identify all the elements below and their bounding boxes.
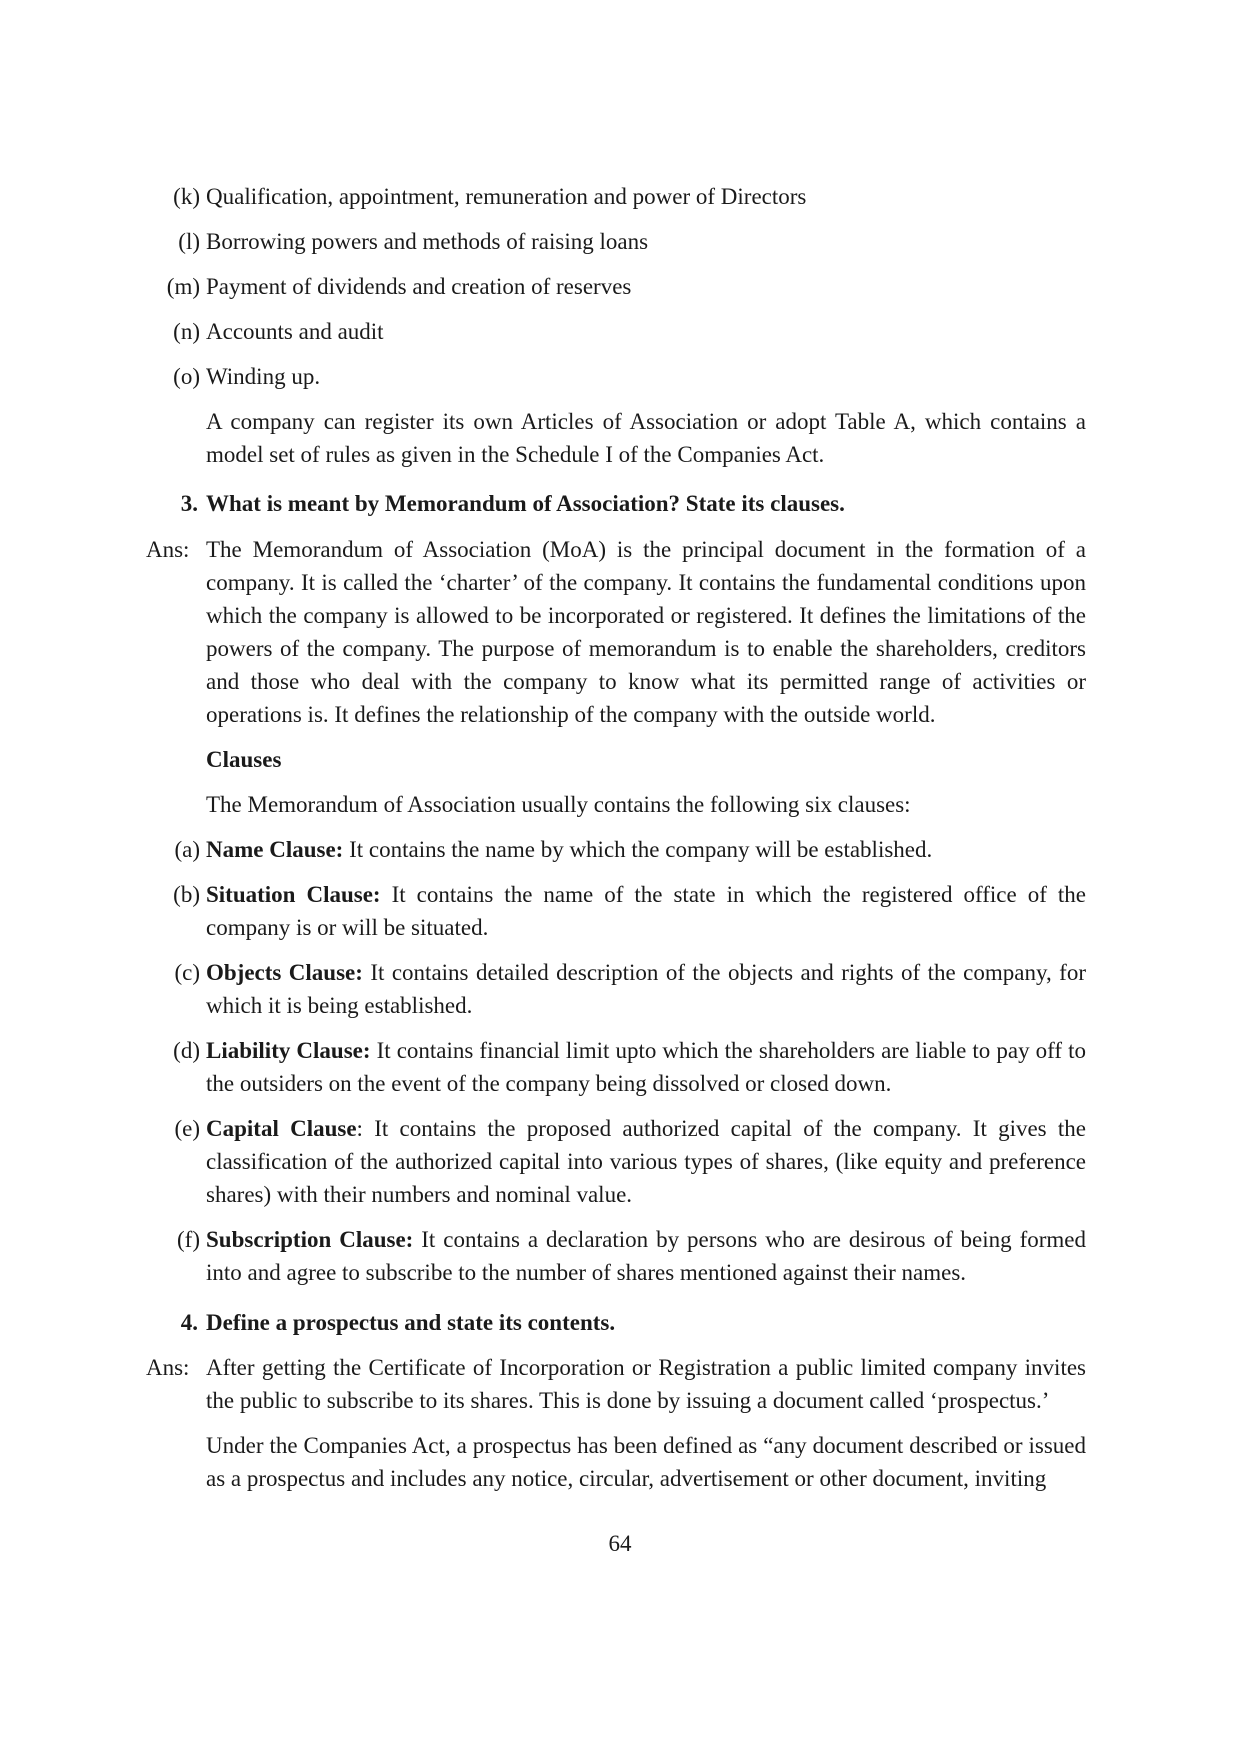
clause-text: : It contains the proposed authorized capital of the company. It gives the classification of the authorized capital into various types of shares, (like equity and preference shares) with their numbers and nominal value. [206,1116,1086,1207]
question-4 [180,1306,1086,1339]
answer-text: The Memorandum of Association (MoA) is the principal document in the formation of a company. It is called the ‘charter’ of the company. It contains the fundamental conditions upon which the company is allowed to be incorporated or registered. It defines the limitations of the powers of the company. The purpose of memorandum is to enable the shareholders, creditors and those who deal with the company to know what its permitted range of activities or operations is. It defines the relationship of the company with the outside world. [206,537,1086,727]
clause-marker: (b) [173,882,200,907]
list-item [166,270,1086,303]
clause-term: Liability Clause: [206,1038,371,1063]
clause-item [174,956,1086,1022]
list-item [178,225,1086,258]
list-item [173,360,1086,393]
list-marker: (k) [173,184,200,209]
question-3 [180,487,1086,520]
list-text: Accounts and audit [206,319,384,344]
question-number: 4. [180,1310,198,1335]
clause-item [173,878,1086,944]
answer-text: After getting the Certificate of Incorporation or Registration a public limited company invites the public to subscribe to its shares. This is done by issuing a document called ‘prospectus.’ [206,1355,1086,1413]
clauses-intro: The Memorandum of Association usually contains the following six clauses: [206,792,911,817]
question-text: Define a prospectus and state its contents. [206,1310,616,1335]
list-item [173,180,1086,213]
question-number: 3. [180,491,198,516]
clause-item [173,1034,1086,1100]
clause-marker: (c) [174,960,200,985]
clause-term: Objects Clause: [206,960,363,985]
list-text: Payment of dividends and creation of reserves [206,274,632,299]
list-marker: (n) [173,319,200,344]
list-marker: (m) [166,274,200,299]
clause-text: It contains a declaration by persons who are desirous of being formed into and agree to subscribe to the number of shares mentioned against their names. [206,1227,1087,1285]
clause-marker: (e) [174,1116,200,1141]
list-marker: (o) [173,364,200,389]
list-text: Winding up. [206,364,321,389]
clause-item [177,1223,1087,1289]
clause-term: Name Clause: [206,837,344,862]
question-text: What is meant by Memorandum of Association? State its clauses. [206,491,845,516]
page-number: 64 [608,1531,632,1556]
articles-note: A company can register its own Articles of Association or adopt Table A, which contains a model set of rules as given in the Schedule I of the Companies Act. [206,409,1086,467]
clause-text: It contains financial limit upto which the shareholders are liable to pay off to the outsiders on the event of the company being dissolved or closed down. [206,1038,1086,1096]
answer-text-continued: Under the Companies Act, a prospectus has been defined as “any document described or issued as a prospectus and includes any notice, circular, advertisement or other document, inviting [206,1433,1086,1491]
clause-term: Capital Clause [206,1116,357,1141]
clause-text: It contains the name of the state in which the registered office of the company is or will be situated. [206,882,1086,940]
clause-marker: (f) [177,1227,200,1252]
answer-label: Ans: [146,537,190,562]
clause-text: It contains detailed description of the objects and rights of the company, for which it is being established. [206,960,1086,1018]
clause-item [174,833,1086,866]
clauses-heading: Clauses [206,747,282,772]
clause-term: Situation Clause: [206,882,381,907]
clause-term: Subscription Clause: [206,1227,414,1252]
clause-marker: (a) [174,837,200,862]
list-text: Qualification, appointment, remuneration and power of Directors [206,184,807,209]
list-marker: (l) [178,229,200,254]
answer-label: Ans: [146,1355,190,1380]
list-text: Borrowing powers and methods of raising loans [206,229,649,254]
clause-marker: (d) [173,1038,200,1063]
clause-text: It contains the name by which the company will be established. [343,837,933,862]
clause-item [174,1112,1086,1211]
list-item [173,315,1086,348]
